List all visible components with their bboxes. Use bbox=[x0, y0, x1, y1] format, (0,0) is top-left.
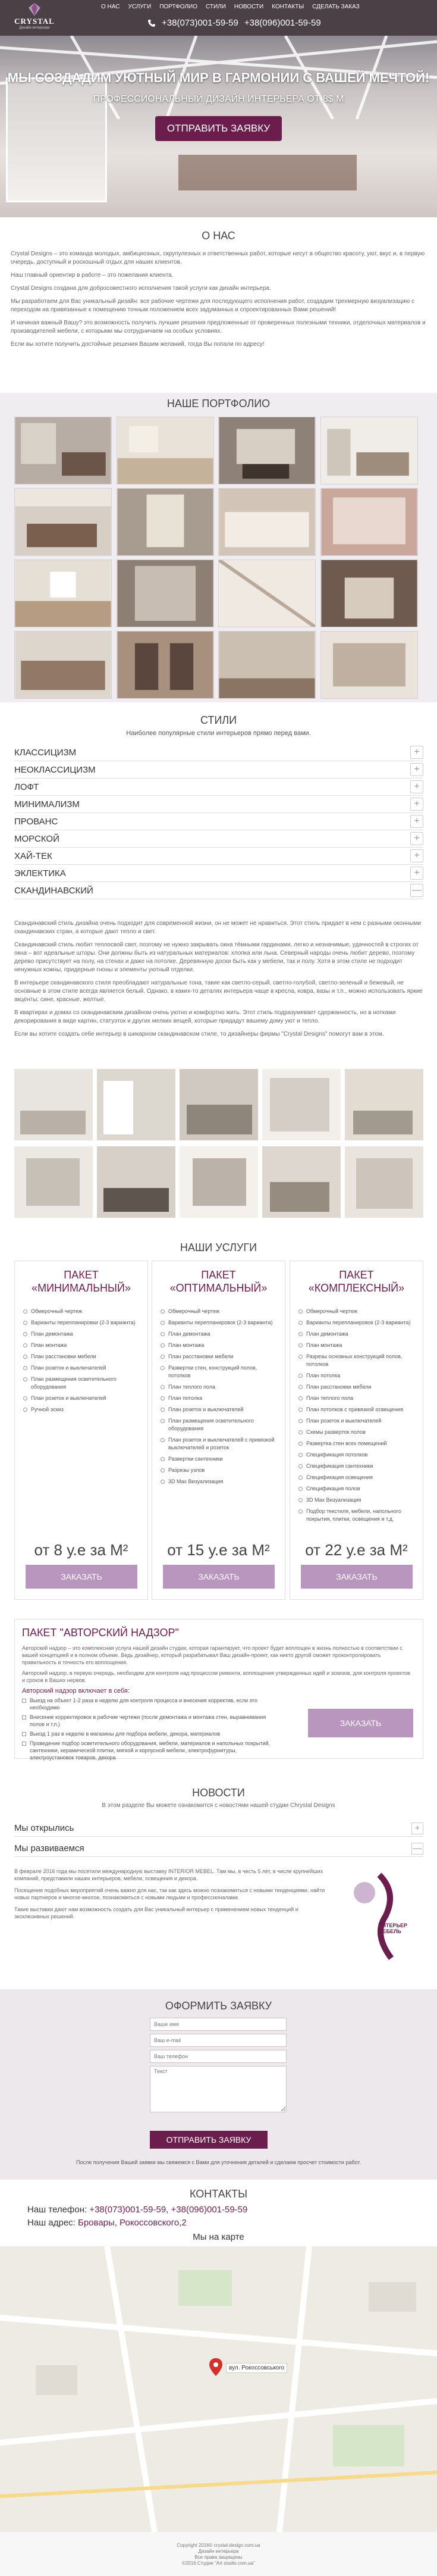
about-paragraph: Crystal Designs создана для добросовестного исполнения такой услуги как дизайн интерьера. bbox=[11, 285, 271, 292]
collapse-minus-icon[interactable]: — bbox=[411, 1843, 423, 1855]
supervision-text bbox=[22, 1645, 414, 1698]
package-item: Варианты перепланировок (2-3 варианта) bbox=[298, 1319, 417, 1327]
phone-1[interactable]: +38(073)001-59-59 bbox=[162, 18, 238, 28]
footer-line: ©2016 Студия "Art studio.com.ua" bbox=[182, 2561, 255, 2566]
expand-plus-icon[interactable]: + bbox=[410, 798, 423, 811]
bullet-icon bbox=[161, 1343, 165, 1348]
bullet-icon bbox=[161, 1396, 165, 1400]
style-label: ПРОВАНС bbox=[14, 816, 58, 827]
package-item: План теплого пола bbox=[298, 1395, 417, 1402]
phones-label: Наш телефон: bbox=[27, 2205, 87, 2215]
package-item: План розеток и выключателей bbox=[298, 1417, 417, 1425]
checkbox-icon bbox=[22, 1742, 26, 1746]
address-label: Наш адрес: bbox=[27, 2218, 76, 2228]
style-paragraph: В квартирах и домах со скандинавским дизайном очень уютно и комфортно жить. Этот стиль подразумевает сдержанность, но в нотками декорирования в виде картин, статуэток и других мелких вещей, которые придадут вашему дому уют и тепло. bbox=[14, 1009, 396, 1024]
bullet-icon bbox=[161, 1438, 165, 1442]
package-item: План размещения осветительного оборудования bbox=[161, 1417, 279, 1433]
contacts-phones-row bbox=[27, 2203, 414, 2217]
supervision-title: ПАКЕТ "АВТОРСКИЙ НАДЗОР" bbox=[22, 1627, 179, 1639]
bullet-icon bbox=[298, 1498, 303, 1502]
package-name: ПАКЕТ «КОМПЛЕКСНЫЙ» bbox=[308, 1269, 405, 1294]
portfolio-title: НАШЕ ПОРТФОЛИО bbox=[166, 398, 271, 409]
phone-input[interactable] bbox=[150, 2050, 287, 2063]
submit-order-button[interactable]: ОТПРАВИТЬ ЗАЯВКУ bbox=[150, 2131, 268, 2149]
order-supervision-button[interactable]: ЗАКАЗАТЬ bbox=[308, 1709, 413, 1737]
supervision-items bbox=[22, 1697, 278, 1764]
bullet-icon bbox=[298, 1355, 303, 1359]
message-textarea[interactable] bbox=[150, 2066, 287, 2112]
portfolio-thumb[interactable] bbox=[14, 559, 112, 627]
style-item[interactable] bbox=[14, 848, 423, 865]
package-item: План розеток и выключателей bbox=[161, 1406, 279, 1414]
map-pin-icon[interactable] bbox=[209, 2358, 222, 2376]
portfolio-thumb[interactable] bbox=[14, 417, 112, 484]
scandinavian-gallery bbox=[14, 1069, 423, 1218]
portfolio-thumb[interactable] bbox=[218, 488, 316, 556]
bullet-icon bbox=[298, 1464, 303, 1468]
package-item: Развертки стен, конструкций полов, потолков bbox=[161, 1364, 279, 1380]
style-label: ХАЙ-ТЕК bbox=[14, 851, 52, 861]
bullet-icon bbox=[23, 1377, 27, 1381]
bullet-icon bbox=[23, 1408, 27, 1412]
bullet-icon bbox=[161, 1309, 165, 1314]
style-paragraph: Скандинавский стиль любит теплосвой свет, поэтому не нужно закрывать окна тёмными гардинами, легко и незначимые, удачностей в строгих от окна – вот идеальные шторы. Они должны быть из натуральных материалов: хлопка или льна. Северный народы очень любит дерево, поэтому дерево присутствует на полу, на стенах и даже на потолке. Деревянную доски быть как у мебели, так и полу. Хотя в этом стиле не подходит ненужных кожны, придерные гноны и элементы уютный отделки. bbox=[14, 942, 419, 973]
style-label: ЭКЛЕКТИКА bbox=[14, 868, 66, 879]
package-name: ПАКЕТ «ОПТИМАЛЬНЫЙ» bbox=[169, 1269, 268, 1294]
bullet-icon bbox=[298, 1509, 303, 1514]
collapse-minus-icon[interactable]: — bbox=[410, 884, 423, 897]
expand-plus-icon[interactable]: + bbox=[411, 1822, 423, 1834]
style-item[interactable] bbox=[14, 779, 423, 796]
package-item: План монтажа bbox=[161, 1342, 279, 1349]
bullet-icon bbox=[298, 1332, 303, 1336]
portfolio-thumb[interactable] bbox=[320, 417, 418, 484]
map-canvas[interactable] bbox=[0, 2246, 437, 2532]
bullet-icon bbox=[23, 1343, 27, 1348]
map[interactable] bbox=[0, 2246, 437, 2532]
news-paragraph: Такие выставки дают нам возможность создать для Вас уникальный интерьер с применением новых тенденций и эксклюзивных решений. bbox=[14, 1906, 298, 1920]
style-label: МОРСКОЙ bbox=[14, 833, 59, 844]
news-title: НОВОСТИ bbox=[192, 1787, 245, 1799]
style-label: НЕОКЛАССИЦИЗМ bbox=[14, 764, 96, 775]
phone-icon bbox=[147, 19, 156, 27]
package-item: Схемы разверток полов bbox=[298, 1428, 417, 1436]
package-item: План розеток и выключателей bbox=[23, 1364, 142, 1372]
package-items bbox=[298, 1308, 417, 1527]
supervision-paragraph: Авторский надзор – это комплексная услуга нашей дизайн студии, которая гарантирует, что проект будет воплощен в жизнь полностью в соответствии с вашей концепцией и в полном объеме. Ведь дизайнер, который разрабатывал Ваш дизайн-проект, как никто другой сможет проконтролировать правильность и точность его воплощения. bbox=[22, 1645, 403, 1665]
news-item-title: Мы открылись bbox=[14, 1823, 74, 1833]
portfolio-thumb[interactable] bbox=[117, 488, 214, 556]
bullet-icon bbox=[298, 1475, 303, 1480]
style-paragraph: Скандинавский стиль дизайна очень подходит для современной жизни, он не может не нравиться. Этот стиль придает в нем с разными оконными скандинавских стран, а которые дают тепло и свет. bbox=[14, 920, 421, 935]
news-item-active[interactable] bbox=[14, 1840, 423, 1857]
style-paragraph: В интерьере скандинавского стиля преобладают натуральные тона, такие как светло-серый, светло-голубой, светло-зеленый и бежевый, не основные в этом стиле всегда является белый. Однако, в каких-то деталях интерьера чаще в кресла, ковра, вазы и т.п., можно использовать яркие акценты: сине, красные, желтые. bbox=[14, 980, 423, 1003]
news-image-caption: ИНТЕРЬЕР МЕБЕЛЬ bbox=[378, 1922, 407, 1934]
supervision-paragraph: Авторский надзор, в первую очередь, необходим для контроля над процессом ремонта, воплощения утвержденных идей и эскизов, для контроля проектов и сроков в Ваших нервов. bbox=[22, 1670, 410, 1683]
style-label: СКАНДИНАВСКИЙ bbox=[14, 885, 93, 896]
exhibition-banner-icon bbox=[338, 1869, 421, 1970]
bullet-icon bbox=[161, 1366, 165, 1370]
order-note: После получения Вашей заявки мы свяжемся с Вами для уточнения деталей и сделаем просчет стоимости работ. bbox=[76, 2159, 361, 2165]
styles-title: СТИЛИ bbox=[200, 714, 237, 726]
nav-news[interactable]: НОВОСТИ bbox=[234, 4, 264, 10]
package-item: Ручной эскиз bbox=[23, 1406, 142, 1414]
crystal-logo-icon bbox=[27, 2, 42, 17]
portfolio-thumb[interactable] bbox=[320, 559, 418, 627]
package-minimal bbox=[14, 1261, 148, 1600]
email-input[interactable] bbox=[150, 2034, 287, 2047]
bullet-icon bbox=[161, 1321, 165, 1325]
package-item: План потолка bbox=[161, 1395, 279, 1402]
bullet-icon bbox=[23, 1332, 27, 1336]
footer-line: Все права защищены bbox=[194, 2555, 243, 2560]
contacts-address: Бровары, Рокоссовского,2 bbox=[78, 2218, 187, 2228]
style-item-active[interactable] bbox=[14, 882, 423, 899]
services-title: НАШИ УСЛУГИ bbox=[180, 1242, 257, 1253]
portfolio-thumb[interactable] bbox=[117, 631, 214, 699]
bullet-icon bbox=[298, 1385, 303, 1389]
phone-2[interactable]: +38(096)001-59-59 bbox=[244, 18, 321, 28]
styles-accordion bbox=[14, 744, 423, 899]
portfolio-thumb[interactable] bbox=[117, 417, 214, 484]
package-price: от 15 у.е за М² bbox=[167, 1541, 270, 1559]
package-item: План потолка bbox=[298, 1372, 417, 1380]
contacts-info bbox=[27, 2203, 414, 2230]
logo[interactable] bbox=[11, 2, 58, 33]
package-item: Варианты перепланировки (2-3 варианта) bbox=[23, 1319, 142, 1327]
package-item: План розеток и выключателей с привязкой выключателей и розеток bbox=[161, 1436, 279, 1452]
portfolio-thumb[interactable] bbox=[14, 631, 112, 699]
about-paragraph: Crystal Designs – это команда молодых, амбициозных, скрупулезных и ответственных работ, которые несут в общество красоту, уют, вкус и, в первую очередь, доступный и роскошный отдых для наших клиентов. bbox=[11, 251, 425, 265]
about-text bbox=[11, 250, 427, 354]
about-paragraph: Если вы хотите получить достойные решения Вашим желаний, тогда Вы попали по адресу! bbox=[11, 341, 265, 348]
checkbox-icon bbox=[22, 1715, 26, 1720]
about-paragraph: И начиная важный Вашу? это возможность получить лучшие решения предложенные от проверенных полезными техники, отделочных материалов и производителей мебели, с которыми мы сотрудничаем на особых условиях. bbox=[11, 320, 426, 334]
expand-plus-icon[interactable]: + bbox=[410, 746, 423, 759]
styles-subtitle: Наиболее популярные стили интерьеров прямо перед вами. bbox=[126, 730, 311, 737]
bullet-icon bbox=[298, 1374, 303, 1378]
package-item: План демонтажа bbox=[23, 1330, 142, 1338]
package-item: Спецификация полов bbox=[298, 1485, 417, 1493]
supervision-package bbox=[14, 1619, 423, 1759]
package-item: План размещения осветительного оборудования bbox=[23, 1375, 142, 1391]
package-item: Развертка стен всех помещений bbox=[298, 1440, 417, 1448]
portfolio-thumb[interactable] bbox=[218, 631, 316, 699]
news-paragraph: Посещение подобных мероприятий очень важно для нас, так как здесь можно познакомиться с новыми тенденциями, найти новых партнеров и многое-многое, познакомиться с новыми людьми и профессионалами. bbox=[14, 1887, 325, 1900]
style-paragraph: Если вы хотите создать себе интерьер в шикарном скандинавском стиле, то дизайнеры фирмы "Crystal Designs" помогут вам в этом. bbox=[14, 1031, 384, 1037]
package-item: Обмерочный чертеж bbox=[298, 1308, 417, 1315]
hero-order-button[interactable]: ОТПРАВИТЬ ЗАЯВКУ bbox=[155, 116, 282, 141]
package-item: План демонтажа bbox=[161, 1330, 279, 1338]
supervision-item: Выезд 1 раз в неделю в магазины для подбора мебели, декора, материалов bbox=[22, 1730, 278, 1737]
order-package-button[interactable]: ЗАКАЗАТЬ bbox=[26, 1565, 137, 1589]
nav-about[interactable]: О НАС bbox=[101, 4, 120, 10]
package-item: Подбор текстиля, мебели, напольного покрытия, плитки, освещения и т.д. bbox=[298, 1508, 417, 1523]
bullet-icon bbox=[161, 1408, 165, 1412]
bullet-icon bbox=[23, 1309, 27, 1314]
about-title: О НАС bbox=[202, 230, 235, 242]
expand-plus-icon[interactable]: + bbox=[410, 867, 423, 880]
package-item: 3D Max Визуализация bbox=[161, 1478, 279, 1486]
header bbox=[0, 0, 437, 36]
contacts-title: КОНТАКТЫ bbox=[189, 2188, 248, 2200]
hero-title: МЫ СОЗДАДИМ УЮТНЫЙ МИР В ГАРМОНИИ С ВАШЕЙ МЕЧТОЙ! bbox=[7, 70, 430, 85]
portfolio-thumb[interactable] bbox=[320, 488, 418, 556]
bullet-icon bbox=[161, 1332, 165, 1336]
news-body bbox=[14, 1868, 329, 1925]
portfolio-thumb[interactable] bbox=[320, 631, 418, 699]
style-label: МИНИМАЛИЗМ bbox=[14, 799, 80, 809]
style-description bbox=[14, 920, 423, 1043]
portfolio-thumb[interactable] bbox=[218, 559, 316, 627]
main-nav bbox=[101, 4, 360, 10]
brand-tagline: Дизайн интерьера bbox=[19, 26, 50, 30]
map-pin-label: вул. Рокоссовського bbox=[226, 2363, 287, 2373]
bullet-icon bbox=[298, 1453, 303, 1457]
style-label: КЛАССИЦИЗМ bbox=[14, 747, 77, 758]
bullet-icon bbox=[161, 1355, 165, 1359]
package-item: Спецификация сантехники bbox=[298, 1462, 417, 1470]
bullet-icon bbox=[298, 1321, 303, 1325]
expand-plus-icon[interactable]: + bbox=[410, 815, 423, 828]
news-subtitle: В этом разделе Вы можете ознакомится с новостями нашей студии Chrystal Designs bbox=[102, 1802, 335, 1809]
order-form bbox=[150, 2018, 287, 2115]
expand-plus-icon[interactable]: + bbox=[410, 832, 423, 845]
about-paragraph: Мы разработаем для Вас уникальный дизайн: все рабочие чертежи для последующего исполнения работ, создадим трехмерную визуализацию с переходом на привязанные к помещению точным положением всех задуманных и спроектированных Вами решений! bbox=[11, 298, 415, 313]
style-label: ЛОФТ bbox=[14, 781, 39, 792]
package-items bbox=[161, 1308, 279, 1489]
package-optimal bbox=[152, 1261, 285, 1600]
expand-plus-icon[interactable]: + bbox=[410, 763, 423, 776]
package-item: План расстановки мебели bbox=[298, 1383, 417, 1391]
bullet-icon bbox=[298, 1343, 303, 1348]
portfolio-thumb[interactable] bbox=[14, 488, 112, 556]
news-exhibition-image bbox=[338, 1869, 421, 1970]
style-item[interactable] bbox=[14, 813, 423, 830]
contacts-phones[interactable]: +38(073)001-59-59, +38(096)001-59-59 bbox=[89, 2205, 248, 2215]
brand-name: CRYSTAL bbox=[14, 17, 55, 26]
footer bbox=[0, 2532, 437, 2576]
package-item: Варианты перепланировок (2-3 варианта) bbox=[161, 1319, 279, 1327]
news-item[interactable] bbox=[14, 1820, 423, 1837]
package-item: План монтажа bbox=[23, 1342, 142, 1349]
nav-order[interactable]: СДЕЛАТЬ ЗАКАЗ bbox=[312, 4, 360, 10]
package-price: от 8 у.е за М² bbox=[34, 1541, 128, 1559]
order-package-button[interactable]: ЗАКАЗАТЬ bbox=[301, 1565, 413, 1589]
nav-services[interactable]: УСЛУГИ bbox=[128, 4, 152, 10]
bullet-icon bbox=[161, 1468, 165, 1473]
package-item: План теплого пола bbox=[161, 1383, 279, 1391]
style-item[interactable] bbox=[14, 830, 423, 848]
portfolio-thumb[interactable] bbox=[218, 417, 316, 484]
checkbox-icon bbox=[22, 1732, 26, 1736]
package-item: Обмерочный чертеж bbox=[161, 1308, 279, 1315]
supervision-item: Внесение корректировок в рабочие чертежи (после демонтажа и монтажа стен, выравнивания полов и т.п.) bbox=[22, 1714, 278, 1728]
news-paragraph: В феврале 2016 года мы посетили международную выставку INTERIOR MEBEL. Там мы, в честь 5 лет, в числе крупнейших компаний, представили наших интерьеров, мебели, освещения и декора. bbox=[14, 1868, 323, 1881]
nav-contacts[interactable]: КОНТАКТЫ bbox=[272, 4, 304, 10]
portfolio-thumb[interactable] bbox=[117, 559, 214, 627]
footer-text bbox=[0, 2543, 437, 2566]
package-item: Обмерочный чертеж bbox=[23, 1308, 142, 1315]
name-input[interactable] bbox=[150, 2018, 287, 2031]
package-item: Спецификация освещения bbox=[298, 1474, 417, 1481]
bullet-icon bbox=[161, 1419, 165, 1423]
header-phones bbox=[147, 18, 321, 28]
package-item: План расстановки мебели bbox=[23, 1353, 142, 1361]
bullet-icon bbox=[298, 1419, 303, 1423]
bullet-icon bbox=[298, 1430, 303, 1434]
news-item-title: Мы развиваемся bbox=[14, 1843, 84, 1853]
package-name: ПАКЕТ «МИНИМАЛЬНЫЙ» bbox=[32, 1269, 131, 1294]
style-item[interactable] bbox=[14, 796, 423, 813]
footer-line: Дизайн интерьера bbox=[198, 2549, 239, 2554]
package-item: План монтажа bbox=[298, 1342, 417, 1349]
bullet-icon bbox=[23, 1355, 27, 1359]
bullet-icon bbox=[298, 1408, 303, 1412]
expand-plus-icon[interactable]: + bbox=[410, 849, 423, 862]
bullet-icon bbox=[298, 1487, 303, 1491]
nav-portfolio[interactable]: ПОРТФОЛИО bbox=[159, 4, 197, 10]
bullet-icon bbox=[161, 1385, 165, 1389]
bullet-icon bbox=[23, 1366, 27, 1370]
package-complex bbox=[290, 1261, 423, 1600]
style-item[interactable] bbox=[14, 761, 423, 779]
package-item: План расстановки мебели bbox=[161, 1353, 279, 1361]
bullet-icon bbox=[298, 1442, 303, 1446]
package-item: 3D Max Визуализация bbox=[298, 1496, 417, 1504]
package-item: Развертки сантехники bbox=[161, 1455, 279, 1463]
nav-styles[interactable]: СТИЛИ bbox=[205, 4, 226, 10]
supervision-item: Выезд на объект 1-2 раза в неделю для контроля процесса и внесения корректив, если это необходимо bbox=[22, 1697, 278, 1711]
package-item: План потолков с привязкой освещения bbox=[298, 1406, 417, 1414]
map-label: Мы на карте bbox=[193, 2232, 244, 2242]
supervision-item: Проведение подбор осветительного оборудования, мебели, материалов и напольных покрытий, сантехники, керамической плитки, мягкой и корпусной мебели, электрофурнитуры, электроустановок товаров, декора bbox=[22, 1740, 278, 1761]
checkbox-icon bbox=[22, 1699, 26, 1703]
bullet-icon bbox=[23, 1396, 27, 1400]
package-items bbox=[23, 1308, 142, 1417]
footer-line: Copyright 2016© crystal-design.com.ua bbox=[177, 2543, 260, 2548]
style-item[interactable] bbox=[14, 744, 423, 761]
about-paragraph: Наш главный ориентир в работе – это пожелания клиента. bbox=[11, 272, 174, 279]
bullet-icon bbox=[23, 1321, 27, 1325]
contacts-address-row bbox=[27, 2217, 414, 2230]
package-item: План демонтажа bbox=[298, 1330, 417, 1338]
package-item: Разрезы узлов bbox=[161, 1467, 279, 1474]
style-item[interactable] bbox=[14, 865, 423, 882]
bullet-icon bbox=[298, 1396, 303, 1400]
package-item: План розеток и выключателей bbox=[23, 1395, 142, 1402]
bullet-icon bbox=[161, 1480, 165, 1484]
order-package-button[interactable]: ЗАКАЗАТЬ bbox=[163, 1565, 275, 1589]
bullet-icon bbox=[161, 1457, 165, 1461]
package-item: Разрезы основных конструкций полов, потолков bbox=[298, 1353, 417, 1368]
package-item: Спецификация потолков bbox=[298, 1451, 417, 1459]
bullet-icon bbox=[298, 1309, 303, 1314]
hero bbox=[0, 36, 437, 217]
package-price: от 22 у.е за М² bbox=[305, 1541, 408, 1559]
expand-plus-icon[interactable]: + bbox=[410, 780, 423, 793]
order-title: ОФОРМИТЬ ЗАЯВКУ bbox=[165, 2000, 272, 2012]
hero-table-image bbox=[178, 155, 357, 190]
hero-subtitle: ПРОФЕССИОНАЛЬНЫЙ ДИЗАЙН ИНТЕРЬЕРА ОТ 8$ М bbox=[93, 94, 344, 104]
supervision-included-title: Авторский надзор включает в себя: bbox=[22, 1687, 130, 1695]
